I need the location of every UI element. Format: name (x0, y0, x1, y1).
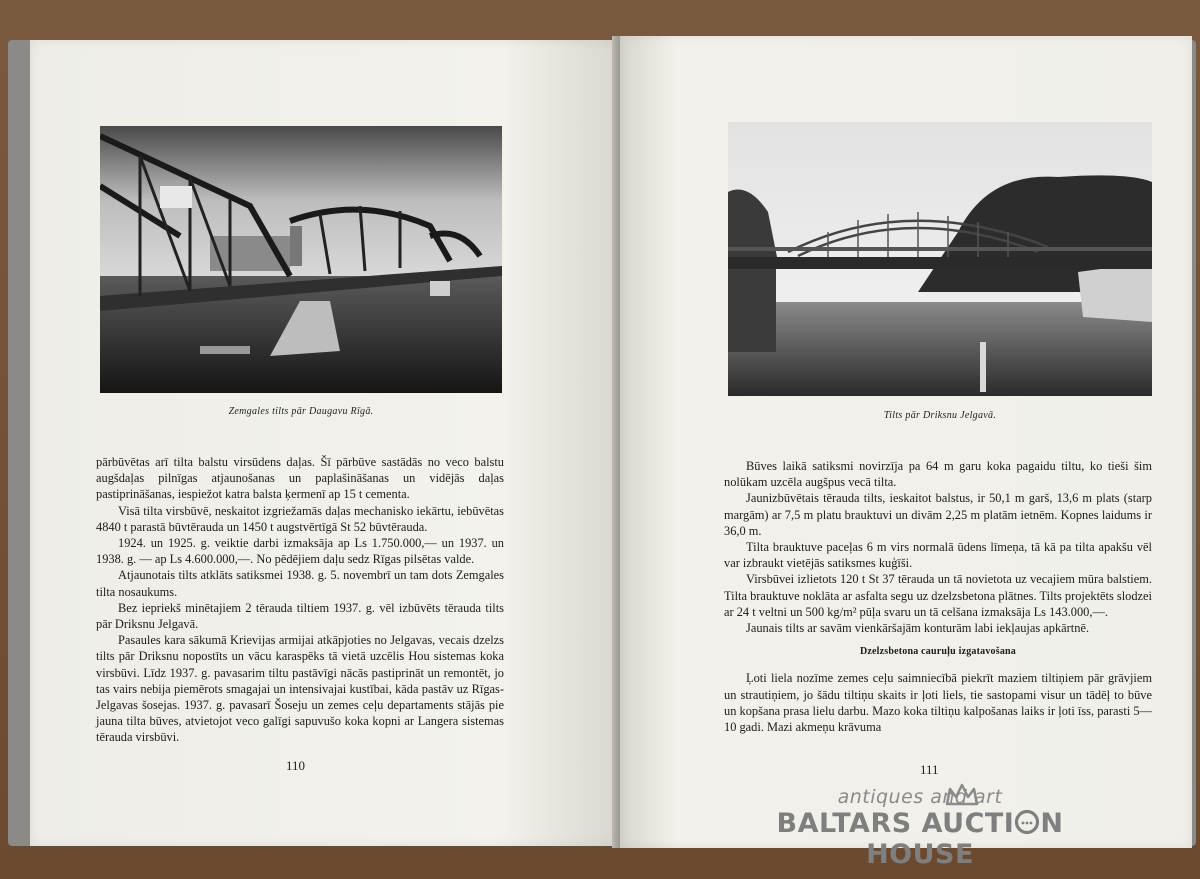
watermark-brand-end: N HOUSE (866, 808, 1064, 870)
paragraph: pārbūvētas arī tilta balstu virsūdens daļas. Šī pārbūve sastādās no veco balstu augšdaļas pilnīgas atjaunošanas un paplašināšanas un vidējās daļas pastiprināšanas, iespiežot katra balsta ķermenī ap 15 t cementa. (96, 455, 504, 502)
paragraph: Jaunais tilts ar savām vienkāršajām konturām labi iekļaujas apkārtnē. (746, 621, 1090, 636)
paragraph: Tilta brauktuve paceļas 6 m virs normalā ūdens līmeņa, tā kā pa tilta apakšu vēl var izbraukt vietējās satiksmes kuģīši. (724, 540, 1152, 571)
left-body-text (96, 454, 504, 746)
paragraph: Virsbūvei izlietots 120 t St 37 tērauda un tā novietota uz vecajiem mūra balstiem. Tilta brauktuve noklāta ar asfalta segu uz dzelzsbetona plātnes. Tilts projektēts slodzei ar 24 t veltni un 500 kg/m² pūļa svaru un tā celšana izmaksāja Ls 143.000,—. (724, 572, 1152, 619)
page-number-right: 111 (920, 762, 939, 777)
watermark-brand (720, 808, 1120, 870)
watermark-tagline: antiques and art (837, 786, 1003, 808)
auction-watermark (720, 786, 1120, 870)
photo-caption-left: Zemgales tilts pār Daugavu Rīgā. (228, 406, 374, 417)
right-page (620, 36, 1192, 848)
paragraph: 1924. un 1925. g. veiktie darbi izmaksāja ap Ls 1.750.000,— un 1937. un 1938. g. — ap Ls 4.600.000,—. No pēdējiem daļu sedz Rīgas pilsētas valde. (96, 536, 504, 567)
paragraph: Visā tilta virsbūvē, neskaitot izgriežamās daļas mechanisko iekārtu, iebūvētas 4840 t parastā būvtērauda un 1450 t augstvērtīgā St 52 būvtērauda. (96, 503, 504, 534)
watermark-brand-start: BALTARS AUCTI (776, 808, 1015, 839)
paragraph: Jaunizbūvētais tērauda tilts, ieskaitot balstus, ir 50,1 m garš, 13,6 m plats (starp margām) ar 7,5 m platu brauktuvi un divām 2,25 m platām ietnēm. Kopnes laidums ir 36,0 m. (724, 491, 1152, 538)
section-heading: Dzelzsbetona cauruļu izgatavošana (859, 646, 1017, 658)
paragraph: Ļoti liela nozīme zemes ceļu saimniecībā piekrīt maziem tiltiņiem pār grāvjiem un strautiņiem, jo šādu tiltiņu skaits ir ļoti liels, tie sastopami visur un tādēļ to būve un kopšana prasa lielu darbu. Mazo koka tiltiņu kalpošanas laiks ir ļoti īss, parasti 5—10 gadi. Mazi akmeņu krāvuma (724, 671, 1152, 735)
paragraph: Pasaules kara sākumā Krievijas armijai atkāpjoties no Jelgavas, vecais dzelzs tilts pār Driksnu nopostīts un vācu karaspēks tā vietā uzcēlis Hou sistemas koka virsbūvi. Līdz 1937. g. pavasarim tiltu pastāvīgi nācās pastiprināt un remontēt, jo tas vairs nebija piemērots smagajai un intensivajai kustībai, kāda pastāv uz Rīgas-Jelgavas šosejas. 1937. g. pavasarī Šoseju un zemes ceļu departaments stājās pie jauna tilta būves, atvietojot veco galīgi sapuvušo koka kopni ar Langera sistemas tērauda virsbūvi. (96, 633, 504, 745)
bridge-photo-driksa (728, 122, 1152, 396)
right-body-text (724, 458, 1152, 735)
paragraph: Būves laikā satiksmi novirzīja pa 64 m garu koka pagaidu tiltu, ko tieši šim nolūkam uzcēla augšpus vecā tilta. (724, 459, 1152, 490)
bridge-photo-zemgales (100, 126, 502, 393)
photo-caption-right: Tilts pār Driksnu Jelgavā. (883, 410, 997, 421)
paragraph: Atjaunotais tilts atklāts satiksmei 1938. g. 5. novembrī un tam dots Zemgales tilta nosaukums. (96, 568, 504, 599)
left-page (30, 40, 618, 846)
page-number-left: 110 (286, 758, 306, 773)
auction-gavel-o-icon (1014, 809, 1040, 835)
paragraph: Bez iepriekš minētajiem 2 tērauda tiltiem 1937. g. vēl izbūvēts tērauda tilts pār Driksnu Jelgavā. (96, 600, 504, 632)
